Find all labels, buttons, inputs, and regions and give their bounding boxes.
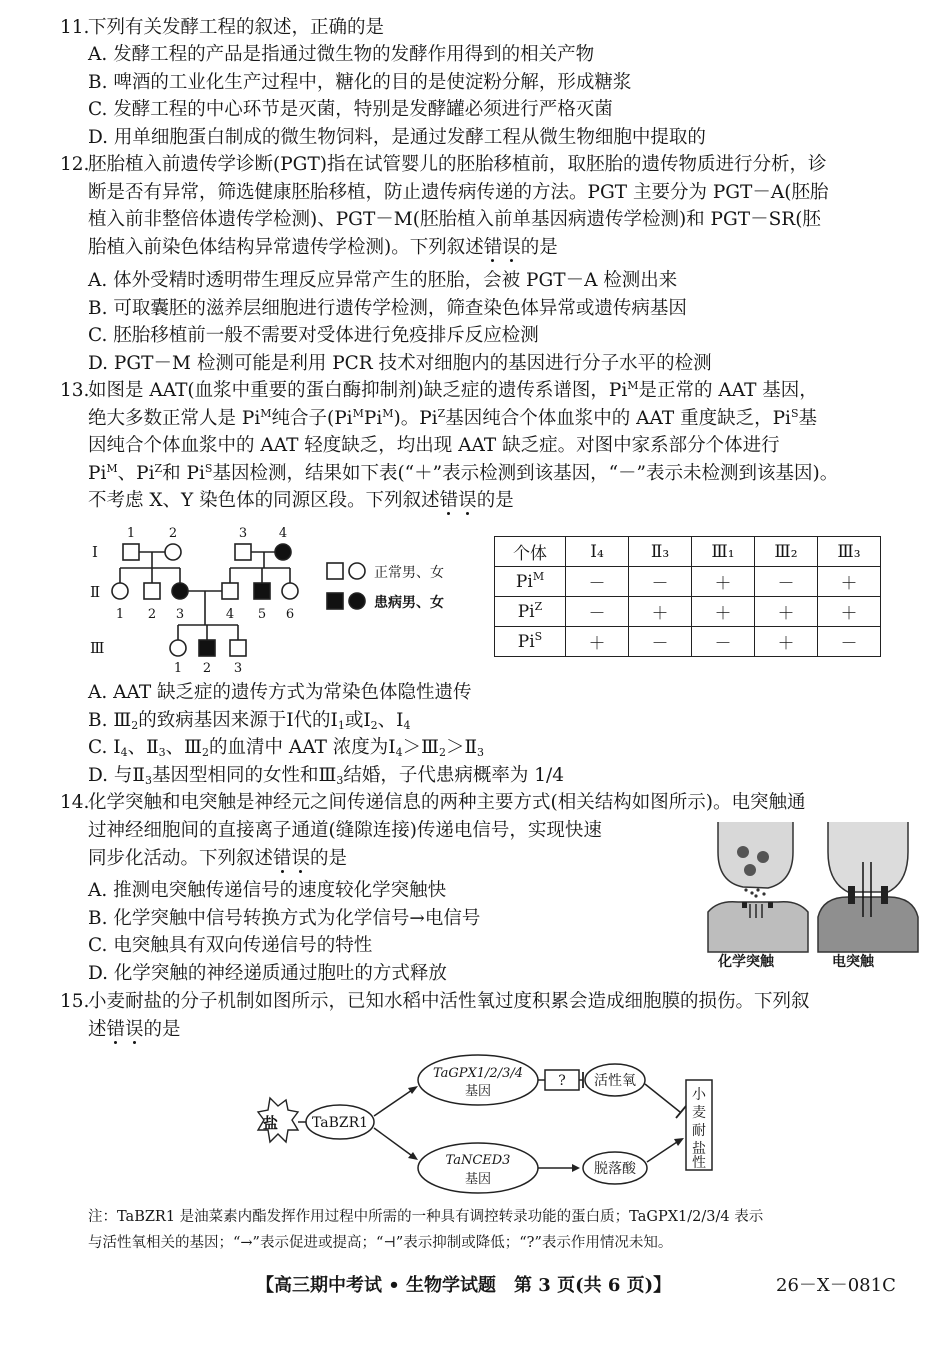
q14-line1: 化学突触和电突触是神经元之间传递信息的两种主要方式(相关结构如图所示)。电突触通 <box>88 792 806 813</box>
svg-text:2: 2 <box>202 661 212 675</box>
q13-line1: 如图是 AAT(血浆中重要的蛋白酶抑制剂)缺乏症的遗传系谱图，$Pi^M$是正常的 AAT 基因， <box>88 379 818 401</box>
gen-label-3: Ⅲ <box>90 639 105 657</box>
svg-text:6: 6 <box>285 607 295 622</box>
svg-text:3: 3 <box>233 661 243 675</box>
q13-line2: 绝大多数正常人是 $Pi^M$纯合子$(Pi^MPi^M)$。$Pi^Z$基因纯合个体血浆中的 AAT 重度缺乏，$Pi^S$基 <box>88 407 818 429</box>
q13-option-d: D. 与Ⅱ3基因型相同的女性和Ⅲ3结婚，子代患病概率为 1/4 <box>88 765 565 787</box>
q12-option-a: A. 体外受精时透明带生理反应异常产生的胚胎，会被 PGT－A 检测出来 <box>88 270 678 291</box>
chemical-synapse-illustration <box>708 822 808 952</box>
exam-code: 26－X－081C <box>776 1275 896 1296</box>
q11-option-c: C. 发酵工程的中心环节是灭菌，特别是发酵罐必须进行严格灭菌 <box>88 99 613 120</box>
svg-text:4: 4 <box>278 526 288 541</box>
q12-number: 12. <box>60 154 90 175</box>
svg-text:耐: 耐 <box>692 1123 706 1139</box>
chemical-synapse-label: 化学突触 <box>718 954 774 970</box>
svg-text:1: 1 <box>173 661 183 675</box>
q13-option-a: A. AAT 缺乏症的遗传方式为常染色体隐性遗传 <box>88 682 472 703</box>
salt-tolerance-result-box <box>692 1087 707 1171</box>
pedigree-chart <box>84 520 474 675</box>
q14-option-c: C. 电突触具有双向传递信号的特性 <box>88 935 373 956</box>
gen-label-2: Ⅱ <box>90 583 101 601</box>
q15-line2: 述错误的是 <box>88 1019 181 1040</box>
q11-number: 11. <box>60 17 90 38</box>
table-row: $Pi^S$ ＋ － － ＋ － <box>495 627 881 657</box>
svg-text:1: 1 <box>115 607 125 622</box>
q15-note-line1: 注：TaBZR1 是油菜素内酯发挥作用过程中所需的一种具有调控转录功能的蛋白质；TaGPX1/2/3/4 表示 <box>88 1209 764 1225</box>
q15-note-line2: 与活性氧相关的基因；“→”表示促进或提高；“⊣”表示抑制或降低；“?”表示作用情况未知。 <box>88 1235 673 1251</box>
q14-number: 14. <box>60 792 90 813</box>
unknown-effect-box: ? <box>558 1073 566 1089</box>
svg-text:2: 2 <box>147 607 157 622</box>
q11-option-b: B. 啤酒的工业化生产过程中，糖化的目的是使淀粉分解，形成糖浆 <box>88 72 632 93</box>
svg-text:基因: 基因 <box>464 1084 492 1099</box>
svg-text:麦: 麦 <box>692 1105 706 1121</box>
q15-line1: 小麦耐盐的分子机制如图所示，已知水稻中活性氧过度积累会造成细胞膜的损伤。下列叙 <box>88 991 810 1012</box>
aba-node: 脱落酸 <box>594 1161 636 1177</box>
svg-text:盐: 盐 <box>692 1141 706 1157</box>
q14-option-a: A. 推测电突触传递信号的速度较化学突触快 <box>88 880 447 901</box>
q13-line3: 因纯合个体血浆中的 AAT 轻度缺乏，均出现 AAT 缺乏症。对图中家系部分个体进行 <box>88 435 780 456</box>
page-footer: 【高三期中考试 • 生物学试题 第 3 页(共 6 页)】 <box>256 1275 672 1296</box>
legend-affected: 患病男、女 <box>374 595 444 611</box>
svg-text:3: 3 <box>238 526 248 541</box>
q11-stem: 下列有关发酵工程的叙述，正确的是 <box>88 17 385 38</box>
q12-line3: 植入前非整倍体遗传学检测)、PGT－M(胚胎植入前单基因病遗传学检测)和 PGT－SR(胚 <box>88 209 821 230</box>
q14-option-b: B. 化学突触中信号转换方式为化学信号→电信号 <box>88 908 481 929</box>
gpx-gene-label: TaGPX1/2/3/4 <box>432 1066 524 1081</box>
electrical-synapse-label: 电突触 <box>832 954 874 970</box>
q13-option-b: B. Ⅲ2的致病基因来源于Ⅰ代的Ⅰ1或Ⅰ2、Ⅰ4 <box>88 710 411 732</box>
q13-number: 13. <box>60 380 90 401</box>
gen-label-1: Ⅰ <box>92 543 98 561</box>
tabzr1-node: TaBZR1 <box>311 1115 369 1131</box>
q12-option-c: C. 胚胎移植前一般不需要对受体进行免疫排斥反应检测 <box>88 325 539 346</box>
q13-line4: $Pi^M$、$Pi^Z$和 $Pi^S$基因检测，结果如下表(“＋”表示检测到该基因，“－”表示未检测到该基因)。 <box>88 462 839 484</box>
table-header-row: 个体 Ⅰ₄ Ⅱ₃ Ⅲ₁ Ⅲ₂ Ⅲ₃ <box>495 537 881 567</box>
salt-tolerance-diagram <box>240 1050 720 1200</box>
svg-text:5: 5 <box>257 607 267 622</box>
nced-gene-label: TaNCED3 <box>445 1153 511 1168</box>
q11-option-a: A. 发酵工程的产品是指通过微生物的发酵作用得到的相关产物 <box>88 44 595 65</box>
q12-line2: 断是否有异常，筛选健康胚胎移植，防止遗传病传递的方法。PGT 主要分为 PGT－A(胚胎 <box>88 182 829 203</box>
q14-line3: 同步化活动。下列叙述错误的是 <box>88 848 348 869</box>
table-row: $Pi^M$ － － ＋ － ＋ <box>495 567 881 597</box>
q15-number: 15. <box>60 991 90 1012</box>
svg-text:基因: 基因 <box>464 1172 492 1187</box>
emphasis-cuo: 错 <box>483 237 503 258</box>
genotype-table <box>494 536 881 657</box>
q13-option-c: C. Ⅰ4、Ⅱ3、Ⅲ2的血清中 AAT 浓度为Ⅰ4＞Ⅲ2＞Ⅱ3 <box>88 737 485 759</box>
q14-option-d: D. 化学突触的神经递质通过胞吐的方式释放 <box>88 963 447 984</box>
q13-line5: 不考虑 X、Y 染色体的同源区段。下列叙述错误的是 <box>88 490 514 511</box>
svg-text:1: 1 <box>126 526 136 541</box>
q12-option-b: B. 可取囊胚的滋养层细胞进行遗传学检测，筛查染色体异常或遗传病基因 <box>88 298 687 319</box>
svg-text:2: 2 <box>168 526 178 541</box>
table-row: $Pi^Z$ － ＋ ＋ ＋ ＋ <box>495 597 881 627</box>
electrical-synapse-illustration <box>818 822 918 952</box>
ros-node: 活性氧 <box>594 1073 636 1089</box>
svg-text:性: 性 <box>692 1155 706 1171</box>
emphasis-wu: 误 <box>502 237 521 258</box>
svg-text:3: 3 <box>175 607 185 622</box>
q11-option-d: D. 用单细胞蛋白制成的微生物饲料，是通过发酵工程从微生物细胞中提取的 <box>88 127 706 148</box>
legend-normal: 正常男、女 <box>374 565 444 581</box>
salt-node: 盐 <box>263 1114 279 1132</box>
q12-option-d: D. PGT－M 检测可能是利用 PCR 技术对细胞内的基因进行分子水平的检测 <box>88 353 712 374</box>
q14-line2: 过神经细胞间的直接离子通道(缝隙连接)传递电信号，实现快速 <box>88 820 602 841</box>
q12-line1: 胚胎植入前遗传学诊断(PGT)指在试管婴儿的胚胎移植前，取胚胎的遗传物质进行分析，诊 <box>88 154 827 175</box>
synapse-figure <box>698 822 928 972</box>
svg-text:4: 4 <box>225 607 235 622</box>
q12-line4: 胎植入前染色体结构异常遗传学检测)。下列叙述错误的是 <box>88 237 558 258</box>
svg-text:小: 小 <box>692 1087 706 1103</box>
